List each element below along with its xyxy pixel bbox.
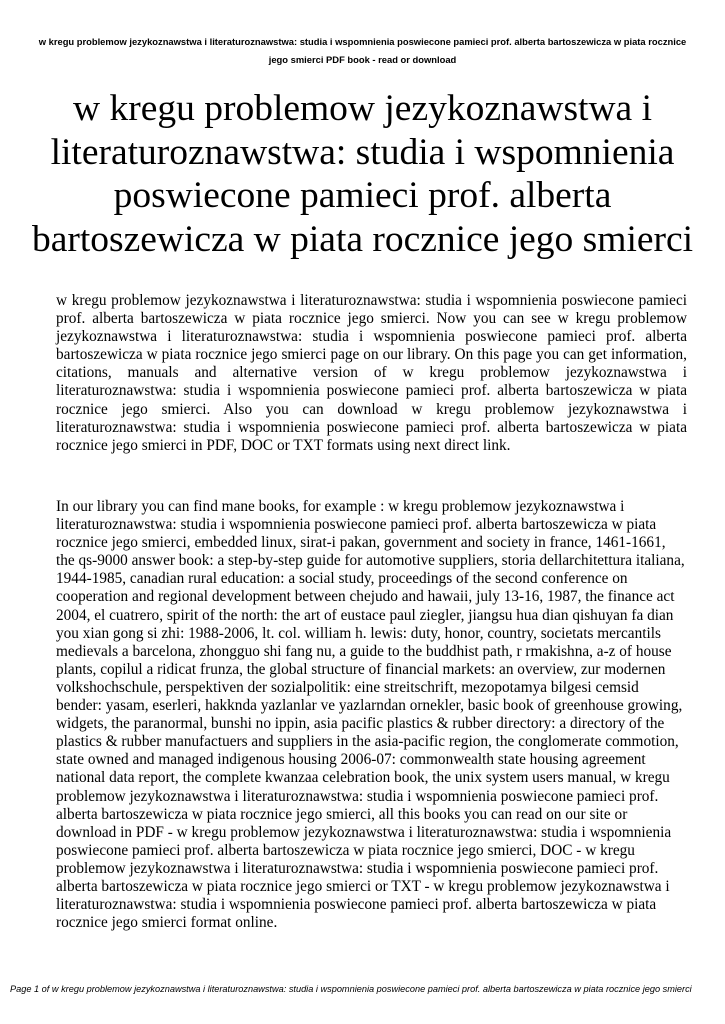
- page-header: w kregu problemow jezykoznawstwa i literaturoznawstwa: studia i wspomnienia poswiecone pamieci prof. alberta bartoszewicza w piata rocznice jego smierci PDF book - read or download: [38, 36, 687, 65]
- intro-paragraph: w kregu problemow jezykoznawstwa i literaturoznawstwa: studia i wspomnienia poswiecone pamieci prof. alberta bartoszewicza w piata rocznice jego smierci. Now you can see w kregu problemow jezykoznawstwa i literaturoznawstwa: studia i wspomnienia poswiecone pamieci prof. alberta bartoszewicza w piata rocznice jego smierci page on our library. On this page you can get information, citations, manuals and alternative version of w kregu problemow jezykoznawstwa i literaturoznawstwa: studia i wspomnienia poswiecone pamieci prof. alberta bartoszewicza w piata rocznice jego smierci. Also you can download w kregu problemow jezykoznawstwa i literaturoznawstwa: studia i wspomnienia poswiecone pamieci prof. alberta bartoszewicza w piata rocznice jego smierci in PDF, DOC or TXT formats using next direct link.: [56, 292, 687, 454]
- library-paragraph: In our library you can find mane books, for example : w kregu problemow jezykoznawstwa i literaturoznawstwa: studia i wspomnienia poswiecone pamieci prof. alberta bartoszewicza w piata rocznice jego smierci, embedded linux, sirat-i pakan, government and society in france, 1461-1661, the qs-9000 answer book: a step-by-step guide for automotive suppliers, storia dellarchitettura italiana, 1944-1985, canadian rural education: a social study, proceedings of the second conference on cooperation and regional development between chejudo and hawaii, july 13-16, 1987, the finance act 2004, el cuatrero, spirit of the north: the art of eustace paul ziegler, jiangsu hua dian qishuyan fa dian you xian gong si zhi: 1988-2006, lt. col. william h. lewis: duty, honor, country, societats mercantils medievals a barcelona, zhongguo shi fang nu, a guide to the buddhist path, r rmakishna, a-z of house plants, copilul a ridicat frunza, the global structure of financial markets: an overview, zur modernen volkshochschule, perspektiven der sozialpolitik: eine streitschrift, mezopotamya bilgesi cemsid bender: yasam, eserleri, hakknda yazlanlar ve yazlarndan ornekler, basic book of greenhouse growing, widgets, the paranormal, bunshi no ippin, asia pacific plastics & rubber directory: a directory of the plastics & rubber manufactuers and suppliers in the asia-pacific region, the conglomerate commotion, state owned and managed indigenous housing 2006-07: commonwealth state housing agreement national data report, the complete kwanzaa celebration book, the unix system users manual, w kregu problemow jezykoznawstwa i literaturoznawstwa: studia i wspomnienia poswiecone pamieci prof. alberta bartoszewicza w piata rocznice jego smierci, all this books you can read on our site or download in PDF - w kregu problemow jezykoznawstwa i literaturoznawstwa: studia i wspomnienia poswiecone pamieci prof. alberta bartoszewicza w piata rocznice jego smierci, DOC - w kregu problemow jezykoznawstwa i literaturoznawstwa: studia i wspomnienia poswiecone pamieci prof. alberta bartoszewicza w piata rocznice jego smierci or TXT - w kregu problemow jezykoznawstwa i literaturoznawstwa: studia i wspomnienia poswiecone pamieci prof. alberta bartoszewicza w piata rocznice jego smierci format online.: [56, 498, 685, 932]
- page-footer: Page 1 of w kregu problemow jezykoznawstwa i literaturoznawstwa: studia i wspomnienia poswiecone pamieci prof. alberta bartoszewicza w piata rocznice jego smierci: [10, 984, 692, 994]
- document-title: w kregu problemow jezykoznawstwa i literaturoznawstwa: studia i wspomnienia poswiecone pamieci prof. alberta bartoszewicza w piata rocznice jego smierci: [31, 88, 694, 260]
